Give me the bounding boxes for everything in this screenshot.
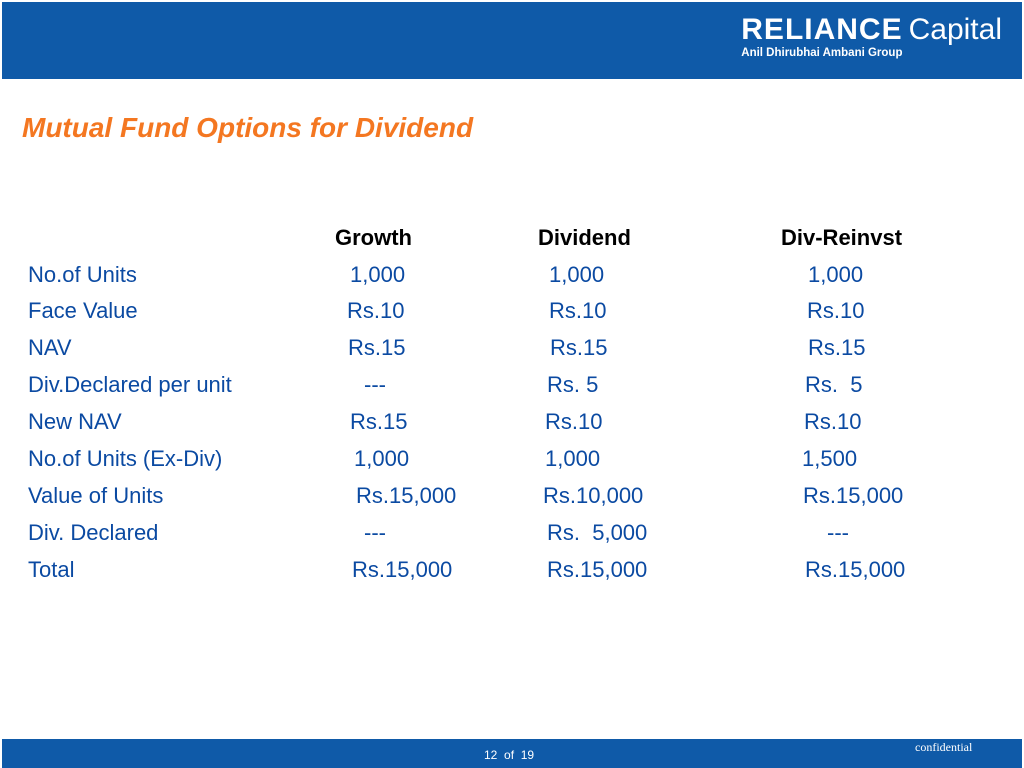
row-label: NAV <box>28 335 72 360</box>
table-cell: Rs.10 <box>545 409 603 434</box>
row-label: Div. Declared <box>28 520 159 545</box>
logo-subtitle: Anil Dhirubhai Ambani Group <box>741 47 903 59</box>
table-cell: 1,500 <box>802 446 858 471</box>
table-cell: --- <box>364 372 386 397</box>
table-cell: Rs.10 <box>804 409 862 434</box>
table-cell: --- <box>364 520 386 545</box>
logo-word: RELIANCE <box>741 13 903 46</box>
table-cell: 1,000 <box>354 446 410 471</box>
table-cell: Rs.10 <box>807 298 865 323</box>
row-label: Div.Declared per unit <box>28 372 232 397</box>
row-label: New NAV <box>28 409 122 434</box>
table-cell: --- <box>827 520 849 545</box>
table-cell: Rs.10,000 <box>543 483 644 508</box>
confidential-label: confidential <box>915 740 973 754</box>
table-cell: Rs.15,000 <box>803 483 904 508</box>
table-cell: 1,000 <box>808 262 864 287</box>
table-cell: 1,000 <box>549 262 605 287</box>
row-label: Face Value <box>28 298 138 323</box>
table-cell: Rs.15 <box>808 335 866 360</box>
row-label: No.of Units (Ex-Div) <box>28 446 223 471</box>
table-cell: Rs.15 <box>550 335 608 360</box>
page-title: Mutual Fund Options for Dividend <box>22 112 474 143</box>
column-header-dividend: Dividend <box>538 225 631 250</box>
table-cell: Rs.10 <box>549 298 607 323</box>
table-cell: Rs.15,000 <box>805 557 906 582</box>
table-cell: Rs.10 <box>347 298 405 323</box>
table-cell: Rs.15 <box>350 409 408 434</box>
table-cell: 1,000 <box>350 262 406 287</box>
table-cell: Rs. 5 <box>547 372 599 397</box>
table-cell: 1,000 <box>545 446 601 471</box>
logo-capital: Capital <box>908 13 1002 46</box>
column-header-div-reinvst: Div-Reinvst <box>781 225 903 250</box>
row-label: Value of Units <box>28 483 164 508</box>
table-cell: Rs. 5 <box>805 372 863 397</box>
table-cell: Rs.15,000 <box>356 483 457 508</box>
table-cell: Rs.15 <box>348 335 406 360</box>
page-number: 12 of 19 <box>484 748 535 762</box>
table-cell: Rs.15,000 <box>547 557 648 582</box>
table-cell: Rs.15,000 <box>352 557 453 582</box>
row-label: Total <box>28 557 75 582</box>
table-cell: Rs. 5,000 <box>547 520 648 545</box>
row-label: No.of Units <box>28 262 137 287</box>
column-header-growth: Growth <box>335 225 412 250</box>
